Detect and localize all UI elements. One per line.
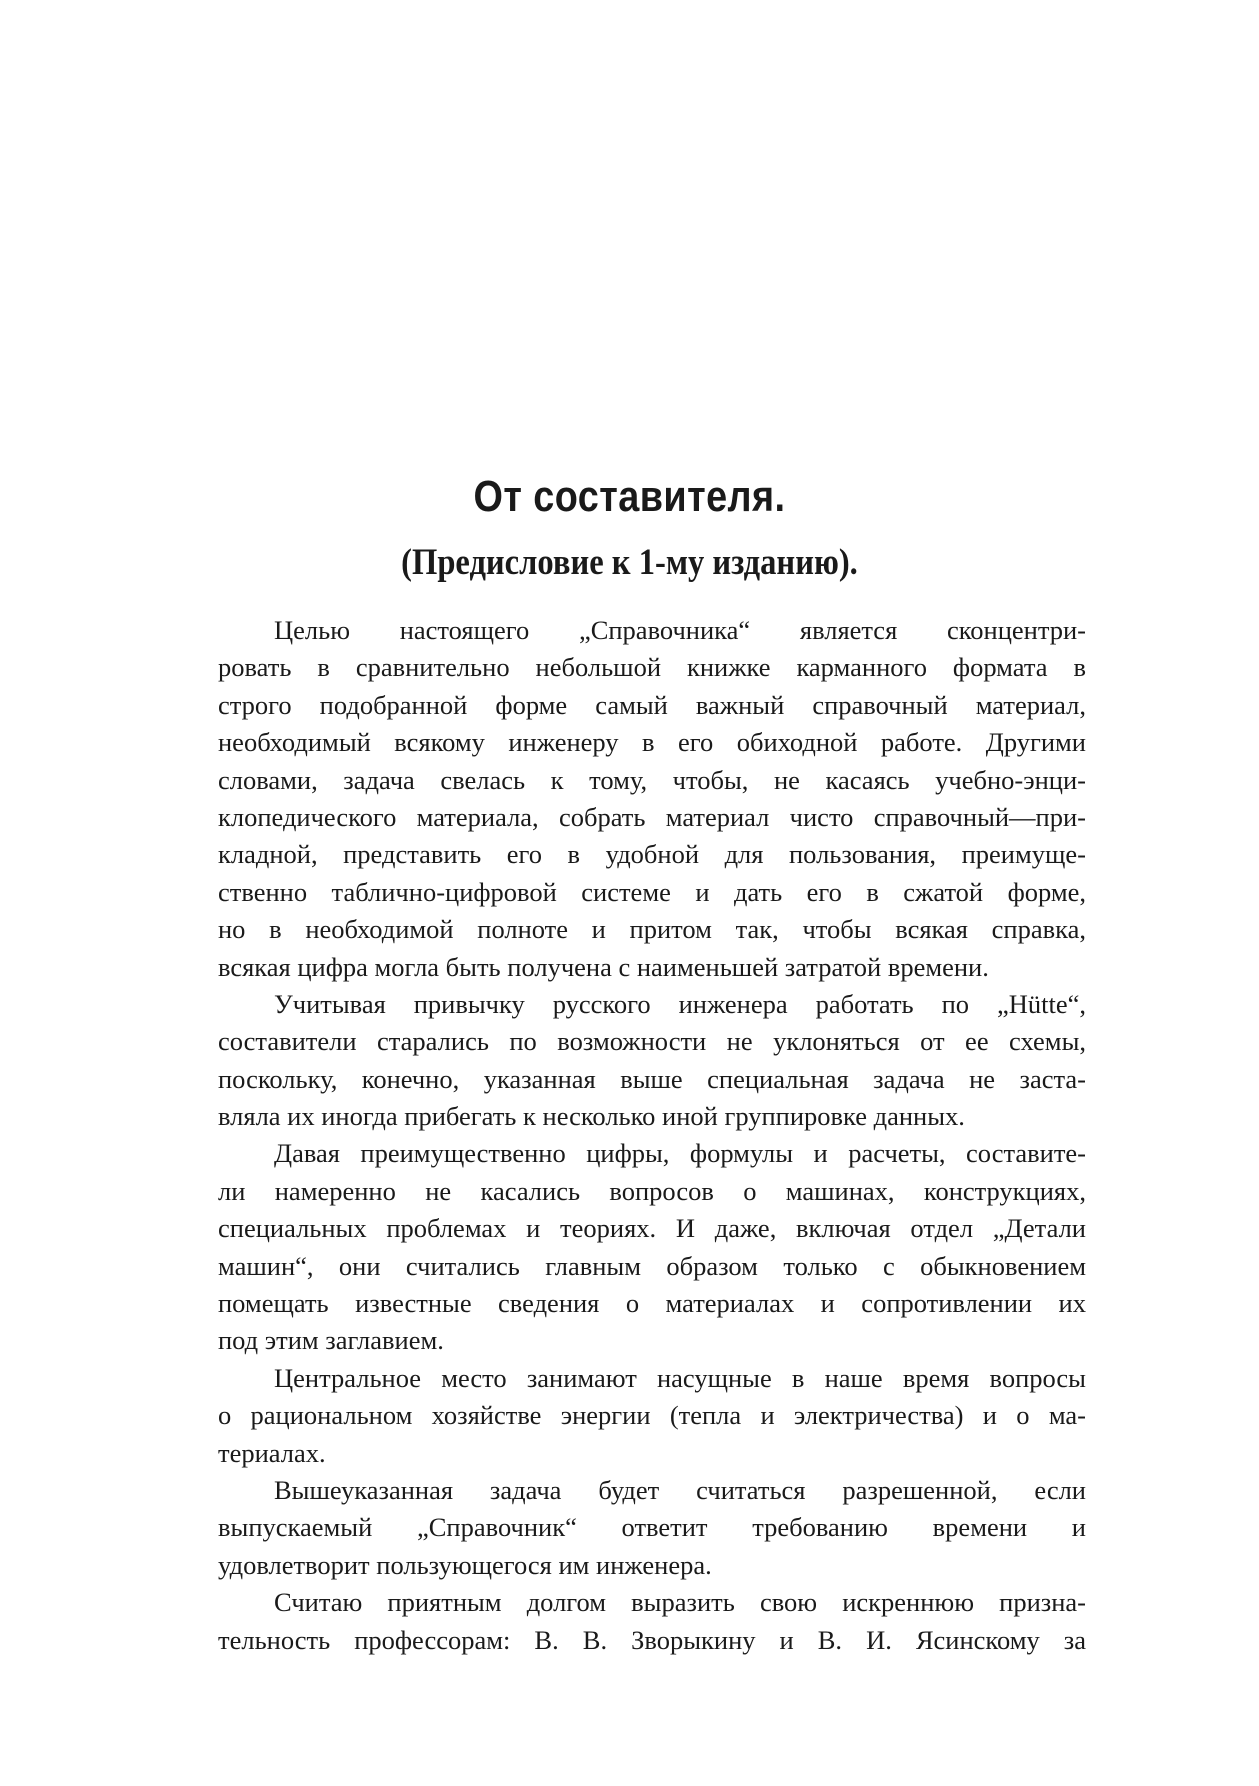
text-line: словами, задача свелась к тому, чтобы, не касаясь учебно-энци- [218,764,1086,795]
paragraph [218,1584,1086,1659]
page-subtitle: (Предисловие к 1-му изданию). [401,542,858,583]
text-line: Целью настоящего „Справочника“ является сконцентри- [274,615,1086,645]
text-line: строго подобранной форме самый важный справочный материал, [218,689,1086,720]
text-line: териалах. [218,1437,326,1468]
text-line: необходимый всякому инженеру в его обиходной работе. Другими [218,727,1086,758]
text-line: ли намеренно не касались вопросов о машинах, конструкциях, [218,1175,1086,1206]
text-line: вляла их иногда прибегать к несколько иной группировке данных. [218,1101,965,1132]
text-line: составители старались по возможности не уклоняться от ее схемы, [218,1026,1086,1057]
text-line: Центральное место занимают насущные в наше время вопросы [274,1362,1086,1393]
text-line: выпускаемый „Справочник“ ответит требованию времени и [218,1512,1086,1543]
paragraph [218,1360,1086,1472]
text-line: поскольку, конечно, указанная выше специальная задача не заста- [218,1063,1086,1094]
text-line: ровать в сравнительно небольшой книжке карманного формата в [218,652,1086,683]
text-line: клопедического материала, собрать материал чисто справочный—при- [218,801,1086,832]
text-line: Давая преимущественно цифры, формулы и расчеты, составите- [274,1138,1086,1169]
paragraph [218,986,1086,1136]
text-line: тельность профессорам: В. В. Зворыкину и В. И. Ясинскому за [218,1624,1086,1655]
text-line: Вышеуказанная задача будет считаться разрешенной, если [274,1474,1086,1505]
body-text [218,612,1086,1659]
paragraph [218,1135,1086,1359]
text-line: о рациональном хозяйстве энергии (тепла и электричества) и о ма- [218,1400,1086,1431]
text-line: помещать известные сведения о материалах и сопротивлении их [218,1288,1086,1319]
text-line: кладной, представить его в удобной для пользования, преимуще- [218,839,1086,870]
paragraph [218,612,1086,986]
text-line: всякая цифра могла быть получена с наименьшей затратой времени. [218,951,989,982]
text-line: машин“, они считались главным образом только с обыкновением [218,1250,1086,1281]
text-line: но в необходимой полноте и притом так, чтобы всякая справка, [218,914,1086,945]
text-line: удовлетворит пользующегося им инженера. [218,1549,712,1580]
text-line: под этим заглавием. [218,1325,444,1356]
paragraph [218,1472,1086,1584]
page-title: От составителя. [473,472,786,521]
text-line: Учитывая привычку русского инженера работать по „Hütte“, [274,988,1086,1019]
text-line: Считаю приятным долгом выразить свою искреннюю призна- [274,1587,1086,1618]
text-line: специальных проблемах и теориях. И даже, включая отдел „Детали [218,1213,1086,1244]
text-line: ственно таблично-цифровой системе и дать его в сжатой форме, [218,876,1086,907]
